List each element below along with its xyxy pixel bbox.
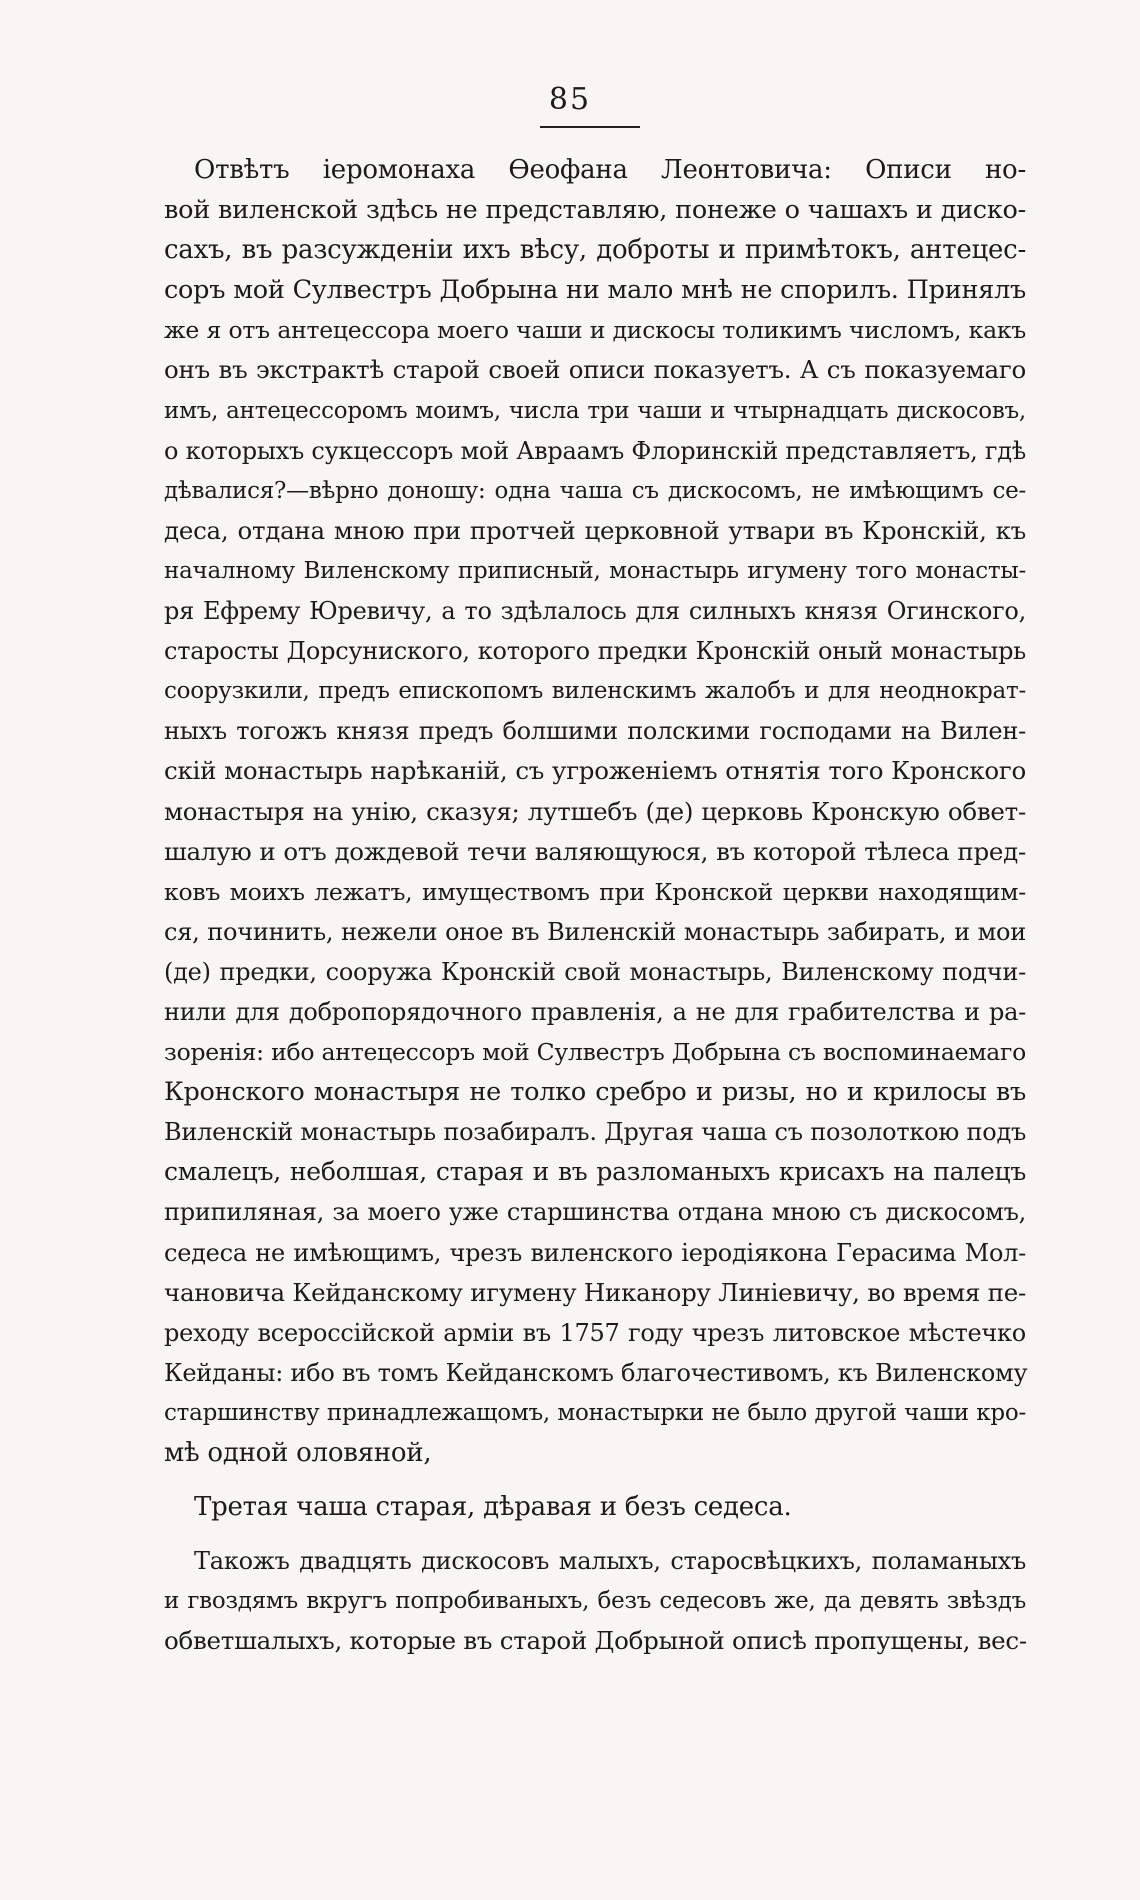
text-line: зоренія: ибо антецессоръ мой Сулвестръ Добрына съ воспоминаемаго: [164, 1038, 1026, 1067]
text-line: Отвѣтъ іеромонаха Өеофана Леонтовича: Описи но-: [194, 155, 1026, 185]
text-line: и гвоздямъ вкругъ попробиваныхъ, безъ седесовъ же, да девять звѣздъ: [164, 1588, 1026, 1615]
text-line: обветшалыхъ, которые въ старой Добрыной описѣ пропущены, вес-: [164, 1626, 1027, 1656]
text-line: (де) предки, сооружа Кронскій свой монастырь, Виленскому подчи-: [164, 957, 1026, 986]
text-line: смалецъ, неболшая, старая и въ разломаныхъ крисахъ на палецъ: [164, 1157, 1026, 1187]
text-line: чановича Кейданскому игумену Никанору Линіевичу, во время пе-: [164, 1277, 1026, 1307]
text-line: Такожъ двадцять дискосовъ малыхъ, старосвѣцкихъ, поламаныхъ: [194, 1547, 1026, 1576]
text-line: онъ въ экстрактѣ старой своей описи показуетъ. А съ показуемаго: [164, 355, 1026, 385]
text-line: мѣ одной оловяной,: [164, 1438, 432, 1468]
text-line: припиляная, за моего уже старшинства отдана мною съ дискосомъ,: [164, 1198, 1026, 1227]
text-line: скій монастырь нарѣканій, съ угроженіемъ отнятія того Кронского: [164, 756, 1026, 786]
text-line: ныхъ тогожъ князя предъ болшими полскими господами на Вилен-: [164, 717, 1026, 746]
text-line: имъ, антецессоромъ моимъ, числа три чаши и чтырнадцать дискосовъ,: [164, 397, 1026, 424]
text-line: шалую и отъ дождевой течи валяющуюся, въ которой тѣлеса пред-: [164, 836, 1026, 866]
text-line: же я отъ антецессора моего чаши и дискосы толикимъ числомъ, какъ: [164, 316, 1026, 345]
text-line: старосты Дорсунискoго, которого предки Кронскій оный монастырь: [164, 637, 1026, 666]
text-line: Третая чаша старая, дѣравая и безъ седеса.: [194, 1492, 792, 1523]
text-line: седеса не имѣющимъ, чрезъ виленского іеродіякона Герасима Мол-: [164, 1238, 1026, 1267]
page-number-rule: [540, 126, 640, 128]
text-line: Виленскій монастырь позабиралъ. Другая чаша съ позолоткою подъ: [164, 1118, 1026, 1147]
text-line: соръ мой Сулвестръ Добрына ни мало мнѣ не спорилъ. Принялъ: [164, 275, 1026, 306]
text-line: вой виленской здѣсь не представляю, понеже о чашахъ и диско-: [164, 195, 1026, 226]
text-line: началному Виленскому приписный, монастырь игумену того монасты-: [164, 557, 1026, 584]
page-number: 85: [548, 82, 592, 117]
text-line: о которыхъ сукцессоръ мой Авраамъ Флоринскій представляетъ, гдѣ: [164, 436, 1026, 465]
text-line: дѣвалися?—вѣрно доношу: одна чаша съ дискосомъ, не имѣющимъ се-: [164, 477, 1026, 504]
text-line: старшинству принадлежащомъ, монастырки не было другой чаши кро-: [164, 1399, 1026, 1426]
text-line: Кейданы: ибо въ томъ Кейданскомъ благочестивомъ, къ Виленскому: [164, 1358, 1028, 1387]
body-text: [164, 150, 1026, 1661]
text-line: ковъ моихъ лежатъ, имуществомъ при Кронской церкви находящим-: [164, 877, 1026, 906]
text-line: ся, починить, нежели оное въ Виленскій монастырь забирать, и мои: [164, 917, 1026, 946]
text-line: соорузкили, предъ епископомъ виленскимъ жалобъ и для неоднократ-: [164, 678, 1026, 705]
text-line: нили для добропорядочного правленія, а не для грабителства и ра-: [164, 997, 1026, 1026]
text-line: ря Ефрему Юревичу, а то здѣлалось для силныхъ князя Огинского,: [164, 597, 1026, 626]
text-line: монастыря на унію, сказуя; лутшебъ (де) церковь Кронскую обвет-: [164, 796, 1026, 826]
text-line: сахъ, въ разсужденіи ихъ вѣсу, доброты и примѣтокъ, антецес-: [164, 235, 1026, 266]
text-line: реходу всероссійской арміи въ 1757 году чрезъ литовское мѣстечко: [164, 1318, 1026, 1347]
text-line: деса, отдана мною при протчей церковной утвари въ Кронскій, къ: [164, 515, 1026, 545]
text-line: Кронского монастыря не толко сребро и ризы, но и крилосы въ: [164, 1077, 1026, 1108]
